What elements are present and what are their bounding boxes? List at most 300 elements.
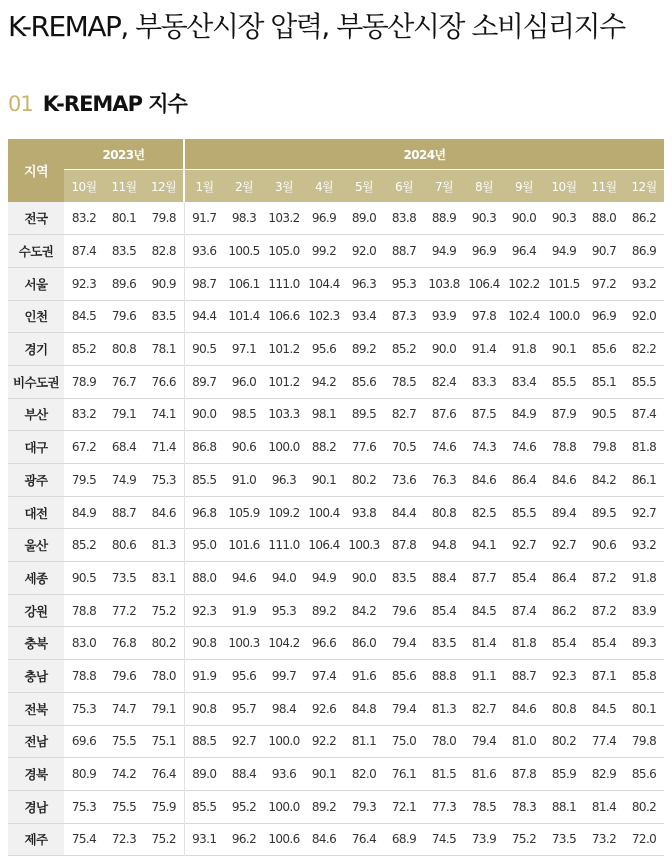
table-row	[8, 300, 664, 333]
value-cell: 92.0	[631, 309, 657, 324]
value-cell: 78.8	[551, 440, 577, 455]
value-cell: 85.8	[631, 668, 657, 683]
value-cell: 74.2	[111, 767, 137, 782]
value-cell: 90.0	[431, 342, 457, 357]
value-cell: 80.1	[631, 701, 657, 716]
value-cell: 91.0	[231, 472, 257, 487]
value-cell: 93.6	[271, 767, 297, 782]
table-row	[8, 758, 664, 791]
value-cell: 89.6	[111, 276, 137, 291]
table-row	[8, 594, 664, 627]
year-header-row	[8, 139, 664, 170]
table-row	[8, 660, 664, 693]
section-title: K-REMAP 지수	[42, 92, 187, 116]
value-cell: 80.2	[551, 734, 577, 749]
value-cell: 75.1	[151, 734, 176, 749]
table-row	[8, 235, 664, 268]
value-cell: 75.9	[151, 799, 176, 814]
value-cell: 82.7	[391, 407, 417, 422]
value-cell: 74.5	[431, 832, 457, 847]
value-cell: 102.3	[308, 309, 340, 324]
value-cell: 94.9	[311, 570, 337, 585]
value-cell: 73.2	[591, 832, 617, 847]
value-cell: 79.3	[351, 799, 377, 814]
value-cell: 101.2	[268, 342, 300, 357]
value-cell: 72.0	[631, 832, 657, 847]
value-cell: 79.6	[111, 668, 137, 683]
region-cell: 부산	[8, 398, 64, 431]
value-cell: 84.9	[71, 505, 97, 520]
value-cell: 75.5	[111, 799, 137, 814]
region-cell: 인천	[8, 300, 64, 333]
value-cell: 82.8	[151, 244, 176, 259]
value-cell: 109.2	[268, 505, 300, 520]
value-cell: 83.3	[471, 374, 497, 389]
value-cell: 87.9	[551, 407, 577, 422]
value-cell: 74.6	[511, 440, 537, 455]
value-cell: 100.3	[228, 636, 260, 651]
value-cell: 79.8	[151, 211, 176, 226]
value-cell: 95.2	[231, 799, 257, 814]
value-cell: 105.0	[268, 244, 300, 259]
value-cell: 77.6	[351, 440, 377, 455]
value-cell: 105.9	[228, 505, 260, 520]
value-cell: 86.4	[551, 570, 577, 585]
value-cell: 94.0	[271, 570, 297, 585]
value-cell: 82.9	[591, 767, 617, 782]
value-cell: 102.4	[508, 309, 540, 324]
value-cell: 74.1	[151, 407, 176, 422]
value-cell: 89.2	[311, 799, 337, 814]
value-cell: 81.0	[511, 734, 537, 749]
value-cell: 90.0	[184, 398, 224, 431]
value-cell: 79.8	[631, 734, 657, 749]
value-cell: 100.5	[228, 244, 260, 259]
region-cell: 대전	[8, 496, 64, 529]
value-cell: 90.0	[351, 570, 377, 585]
value-cell: 96.3	[271, 472, 297, 487]
value-cell: 89.4	[551, 505, 577, 520]
value-cell: 80.8	[431, 505, 457, 520]
value-cell: 84.5	[591, 701, 617, 716]
value-cell: 87.6	[431, 407, 457, 422]
value-cell: 99.7	[271, 668, 297, 683]
month-header: 1월	[184, 170, 224, 203]
value-cell: 93.9	[431, 309, 457, 324]
value-cell: 73.5	[551, 832, 577, 847]
value-cell: 101.4	[228, 309, 260, 324]
region-cell: 세종	[8, 562, 64, 595]
value-cell: 79.4	[391, 701, 417, 716]
value-cell: 96.9	[591, 309, 617, 324]
value-cell: 88.7	[511, 668, 537, 683]
value-cell: 83.9	[631, 603, 657, 618]
region-cell: 제주	[8, 823, 64, 856]
value-cell: 68.4	[111, 440, 137, 455]
value-cell: 83.1	[151, 570, 176, 585]
region-cell: 전남	[8, 725, 64, 758]
value-cell: 90.9	[151, 276, 176, 291]
value-cell: 85.1	[591, 374, 617, 389]
value-cell: 87.8	[511, 767, 537, 782]
value-cell: 95.0	[184, 529, 224, 562]
value-cell: 81.6	[471, 767, 497, 782]
value-cell: 76.4	[151, 767, 176, 782]
value-cell: 111.0	[268, 276, 300, 291]
month-header: 3월	[264, 170, 304, 203]
value-cell: 95.6	[231, 668, 257, 683]
value-cell: 80.1	[111, 211, 137, 226]
value-cell: 90.5	[184, 333, 224, 366]
value-cell: 87.3	[391, 309, 417, 324]
value-cell: 97.4	[311, 668, 337, 683]
value-cell: 78.1	[151, 342, 176, 357]
value-cell: 85.5	[511, 505, 537, 520]
value-cell: 75.0	[391, 734, 417, 749]
value-cell: 81.8	[631, 440, 657, 455]
value-cell: 75.3	[71, 701, 97, 716]
value-cell: 103.3	[268, 407, 300, 422]
page-title: K-REMAP, 부동산시장 압력, 부동산시장 소비심리지수	[8, 10, 625, 43]
month-header: 5월	[344, 170, 384, 203]
value-cell: 88.8	[431, 668, 457, 683]
value-cell: 90.1	[311, 472, 337, 487]
value-cell: 76.1	[391, 767, 417, 782]
value-cell: 84.4	[391, 505, 417, 520]
value-cell: 75.3	[151, 472, 176, 487]
value-cell: 74.6	[431, 440, 457, 455]
value-cell: 91.7	[184, 202, 224, 235]
value-cell: 90.8	[184, 627, 224, 660]
value-cell: 81.4	[591, 799, 617, 814]
value-cell: 86.1	[631, 472, 657, 487]
value-cell: 81.4	[471, 636, 497, 651]
value-cell: 86.9	[631, 244, 657, 259]
value-cell: 94.2	[311, 374, 337, 389]
value-cell: 83.8	[391, 211, 417, 226]
value-cell: 83.0	[71, 636, 97, 651]
value-cell: 97.1	[231, 342, 257, 357]
value-cell: 92.3	[551, 668, 577, 683]
value-cell: 89.0	[184, 758, 224, 791]
value-cell: 80.8	[111, 342, 137, 357]
value-cell: 95.7	[231, 701, 257, 716]
value-cell: 96.2	[231, 832, 257, 847]
value-cell: 81.1	[351, 734, 377, 749]
value-cell: 96.9	[471, 244, 497, 259]
value-cell: 90.5	[591, 407, 617, 422]
value-cell: 98.4	[271, 701, 297, 716]
value-cell: 96.3	[351, 276, 377, 291]
value-cell: 92.2	[311, 734, 337, 749]
value-cell: 106.6	[268, 309, 300, 324]
value-cell: 103.8	[428, 276, 460, 291]
value-cell: 97.2	[591, 276, 617, 291]
value-cell: 67.2	[71, 440, 97, 455]
value-cell: 78.0	[431, 734, 457, 749]
value-cell: 86.2	[631, 211, 657, 226]
value-cell: 87.4	[511, 603, 537, 618]
value-cell: 89.7	[184, 365, 224, 398]
value-cell: 94.1	[471, 538, 497, 553]
value-cell: 82.7	[471, 701, 497, 716]
value-cell: 85.9	[551, 767, 577, 782]
value-cell: 85.5	[184, 464, 224, 497]
value-cell: 72.3	[111, 832, 137, 847]
region-cell: 광주	[8, 464, 64, 497]
value-cell: 76.8	[111, 636, 137, 651]
table-row	[8, 398, 664, 431]
value-cell: 89.3	[631, 636, 657, 651]
value-cell: 85.6	[391, 668, 417, 683]
value-cell: 98.1	[311, 407, 337, 422]
value-cell: 82.5	[471, 505, 497, 520]
value-cell: 86.4	[511, 472, 537, 487]
value-cell: 90.3	[471, 211, 497, 226]
value-cell: 85.4	[591, 636, 617, 651]
year-header-2024: 2024년	[184, 139, 664, 170]
value-cell: 89.5	[591, 505, 617, 520]
value-cell: 73.5	[111, 570, 137, 585]
value-cell: 91.6	[351, 668, 377, 683]
year-header-2023: 2023년	[64, 139, 184, 170]
value-cell: 91.9	[231, 603, 257, 618]
month-header: 12월	[144, 170, 184, 203]
value-cell: 94.9	[551, 244, 577, 259]
value-cell: 84.6	[511, 701, 537, 716]
table-row	[8, 431, 664, 464]
value-cell: 93.2	[631, 538, 657, 553]
value-cell: 88.2	[311, 440, 337, 455]
value-cell: 77.4	[591, 734, 617, 749]
value-cell: 93.2	[631, 276, 657, 291]
value-cell: 85.6	[351, 374, 377, 389]
value-cell: 71.4	[151, 440, 176, 455]
value-cell: 111.0	[268, 538, 300, 553]
month-header: 2월	[224, 170, 264, 203]
table-row	[8, 496, 664, 529]
region-cell: 경기	[8, 333, 64, 366]
value-cell: 84.6	[311, 832, 337, 847]
table-row	[8, 692, 664, 725]
value-cell: 78.5	[391, 374, 417, 389]
value-cell: 84.5	[71, 309, 97, 324]
value-cell: 104.2	[268, 636, 300, 651]
value-cell: 103.2	[268, 211, 300, 226]
value-cell: 84.6	[151, 505, 176, 520]
value-cell: 100.0	[268, 734, 300, 749]
value-cell: 78.9	[71, 374, 97, 389]
value-cell: 85.4	[551, 636, 577, 651]
region-cell: 수도권	[8, 235, 64, 268]
table-row	[8, 627, 664, 660]
value-cell: 88.5	[184, 725, 224, 758]
month-header: 8월	[464, 170, 504, 203]
value-cell: 84.5	[471, 603, 497, 618]
table-row	[8, 562, 664, 595]
value-cell: 84.6	[471, 472, 497, 487]
value-cell: 98.5	[231, 407, 257, 422]
value-cell: 81.5	[431, 767, 457, 782]
value-cell: 93.6	[184, 235, 224, 268]
region-cell: 비수도권	[8, 365, 64, 398]
value-cell: 85.4	[511, 570, 537, 585]
value-cell: 75.3	[71, 799, 97, 814]
value-cell: 102.2	[508, 276, 540, 291]
value-cell: 101.2	[268, 374, 300, 389]
value-cell: 95.3	[391, 276, 417, 291]
value-cell: 90.1	[311, 767, 337, 782]
month-header: 12월	[624, 170, 664, 203]
value-cell: 101.5	[548, 276, 580, 291]
value-cell: 97.8	[471, 309, 497, 324]
value-cell: 94.9	[431, 244, 457, 259]
value-cell: 75.2	[511, 832, 537, 847]
value-cell: 73.6	[391, 472, 417, 487]
value-cell: 75.2	[151, 603, 176, 618]
value-cell: 100.0	[268, 799, 300, 814]
value-cell: 85.4	[431, 603, 457, 618]
value-cell: 90.7	[591, 244, 617, 259]
section-number: 01	[8, 92, 33, 116]
value-cell: 81.3	[431, 701, 457, 716]
value-cell: 78.8	[71, 603, 97, 618]
table-body	[8, 202, 664, 856]
value-cell: 96.6	[311, 636, 337, 651]
month-header: 11월	[104, 170, 144, 203]
value-cell: 83.5	[431, 636, 457, 651]
value-cell: 88.0	[591, 211, 617, 226]
value-cell: 77.3	[431, 799, 457, 814]
region-cell: 전북	[8, 692, 64, 725]
value-cell: 100.0	[548, 309, 580, 324]
value-cell: 78.5	[471, 799, 497, 814]
value-cell: 85.6	[631, 767, 657, 782]
value-cell: 91.4	[471, 342, 497, 357]
value-cell: 89.5	[351, 407, 377, 422]
value-cell: 83.5	[111, 244, 137, 259]
value-cell: 88.4	[431, 570, 457, 585]
value-cell: 87.7	[471, 570, 497, 585]
value-cell: 82.4	[431, 374, 457, 389]
value-cell: 92.7	[231, 734, 257, 749]
value-cell: 91.8	[511, 342, 537, 357]
value-cell: 88.7	[111, 505, 137, 520]
month-header: 10월	[64, 170, 104, 203]
value-cell: 98.3	[231, 211, 257, 226]
value-cell: 79.4	[471, 734, 497, 749]
table-row	[8, 823, 664, 856]
month-header: 7월	[424, 170, 464, 203]
value-cell: 90.6	[231, 440, 257, 455]
value-cell: 83.2	[71, 407, 97, 422]
value-cell: 74.3	[471, 440, 497, 455]
value-cell: 88.9	[431, 211, 457, 226]
value-cell: 86.0	[351, 636, 377, 651]
region-cell: 충북	[8, 627, 64, 660]
value-cell: 76.6	[151, 374, 176, 389]
month-header: 6월	[384, 170, 424, 203]
region-column-header: 지역	[8, 139, 64, 202]
value-cell: 79.1	[111, 407, 137, 422]
value-cell: 69.6	[71, 734, 97, 749]
value-cell: 74.7	[111, 701, 137, 716]
value-cell: 87.2	[591, 570, 617, 585]
table-row	[8, 365, 664, 398]
region-cell: 서울	[8, 267, 64, 300]
value-cell: 74.9	[111, 472, 137, 487]
value-cell: 100.3	[348, 538, 380, 553]
value-cell: 78.8	[71, 668, 97, 683]
value-cell: 92.7	[551, 538, 577, 553]
value-cell: 96.4	[511, 244, 537, 259]
value-cell: 93.4	[351, 309, 377, 324]
value-cell: 82.0	[351, 767, 377, 782]
value-cell: 87.4	[631, 407, 657, 422]
value-cell: 88.1	[551, 799, 577, 814]
value-cell: 80.2	[631, 799, 657, 814]
month-header: 10월	[544, 170, 584, 203]
month-header-row	[8, 170, 664, 203]
table-row	[8, 333, 664, 366]
value-cell: 100.6	[268, 832, 300, 847]
value-cell: 78.0	[151, 668, 176, 683]
value-cell: 72.1	[391, 799, 417, 814]
value-cell: 96.9	[311, 211, 337, 226]
value-cell: 78.3	[511, 799, 537, 814]
value-cell: 98.7	[184, 267, 224, 300]
value-cell: 85.2	[391, 342, 417, 357]
value-cell: 79.5	[71, 472, 97, 487]
value-cell: 75.4	[71, 832, 97, 847]
value-cell: 92.7	[511, 538, 537, 553]
value-cell: 84.2	[351, 603, 377, 618]
value-cell: 76.3	[431, 472, 457, 487]
value-cell: 94.6	[231, 570, 257, 585]
value-cell: 79.6	[391, 603, 417, 618]
value-cell: 92.0	[351, 244, 377, 259]
table-row	[8, 267, 664, 300]
value-cell: 92.6	[311, 701, 337, 716]
value-cell: 95.3	[271, 603, 297, 618]
value-cell: 80.8	[551, 701, 577, 716]
value-cell: 94.4	[184, 300, 224, 333]
value-cell: 91.9	[184, 660, 224, 693]
region-cell: 대구	[8, 431, 64, 464]
month-header: 9월	[504, 170, 544, 203]
value-cell: 89.2	[311, 603, 337, 618]
value-cell: 92.3	[184, 594, 224, 627]
value-cell: 79.6	[111, 309, 137, 324]
value-cell: 70.5	[391, 440, 417, 455]
region-cell: 전국	[8, 202, 64, 235]
value-cell: 80.9	[71, 767, 97, 782]
value-cell: 87.5	[471, 407, 497, 422]
value-cell: 91.1	[471, 668, 497, 683]
value-cell: 79.8	[591, 440, 617, 455]
region-cell: 강원	[8, 594, 64, 627]
value-cell: 100.0	[268, 440, 300, 455]
value-cell: 80.6	[111, 538, 137, 553]
value-cell: 79.1	[151, 701, 176, 716]
value-cell: 91.8	[631, 570, 657, 585]
value-cell: 99.2	[311, 244, 337, 259]
value-cell: 88.0	[184, 562, 224, 595]
region-cell: 울산	[8, 529, 64, 562]
region-cell: 충남	[8, 660, 64, 693]
value-cell: 83.4	[511, 374, 537, 389]
value-cell: 106.4	[468, 276, 500, 291]
